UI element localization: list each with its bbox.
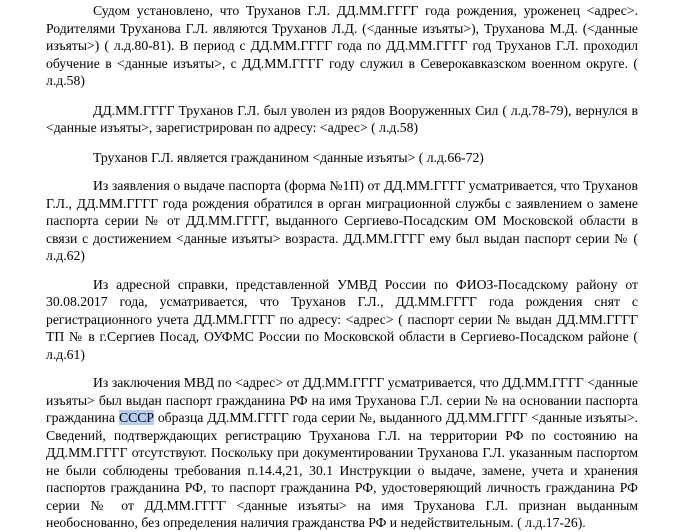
paragraph-origin: Судом установлено, что Труханов Г.Л. ДД.ММ.ГГГГ года рождения, уроженец <адрес>. Родителями Труханова Г.Л. являются Труханов Л.Д. (<данные изъяты>), Труханова М.Д. (<данные изъяты>) ( л.д.80-81). В период с ДД.ММ.ГГГГ года по ДД.ММ.ГГГГ год Труханов Г.Л. проходил обучение в <данные изъяты>, с ДД.ММ.ГГГГ году служил в Северокавказском военном округе. ( л.д.58) [46, 3, 638, 88]
paragraph-mvd-conclusion [46, 374, 638, 532]
paragraph-passport-application: Из заявления о выдаче паспорта (форма №1П) от ДД.ММ.ГГГГ усматривается, что Труханов Г.Л., ДД.ММ.ГГГГ года рождения обратился в орган миграционной службы с заявлением о замене паспорта серии № от ДД.ММ.ГГГГ, выданного Сергиево-Посадским ОМ Московской области в связи с достижением <данные изъяты> возраста. ДД.ММ.ГГГГ ему был выдан паспорт серии № ( л.д.62) [46, 178, 638, 263]
selected-text-highlight[interactable]: СССР [118, 410, 154, 425]
paragraph-citizenship: Труханов Г.Л. является гражданином <данные изъяты> ( л.д.66-72) [93, 149, 484, 165]
document-body [46, 2, 638, 532]
paragraph-address-certificate: Из адресной справки, представленной УМВД России по ФИОЗ-Посадскому району от 30.08.2017 года, усматривается, что Труханов Г.Л., ДД.ММ.ГГГГ года рождения снят с регистрационного учета ДД.ММ.ГГГГ по адресу: <адрес> ( паспорт серии № выдан ДД.ММ.ГГГГ ТП № в г.Сергиев Посад, ОУФМС России по Московской области в Сергиево-Посадском районе ( л.д.61) [46, 276, 638, 362]
conclusion-text-start: Из заключения МВД по <адрес> от ДД.ММ.ГГГГ усматривается, что ДД.ММ.ГГГГ <данные изъяты> был выдан паспорт гражданина РФ на имя Труханова Г.Л. серии № на основании паспорта гражданина [46, 375, 638, 425]
paragraph-discharge: ДД.ММ.ГГГГ Труханов Г.Л. был уволен из рядов Вооруженных Сил ( л.д.78-79), вернулся в <данные изъяты>, зарегистрирован по адресу: <адрес> ( л.д.58) [46, 102, 638, 135]
conclusion-text-end: образца ДД.ММ.ГГГГ года серии №, выданного ДД.ММ.ГГГГ <данные изъяты>. Сведений, подтверждающих регистрацию Труханова Г.Л. на территории РФ по состоянию на ДД.ММ.ГГГГ отсутствуют. Поскольку при документировании Труханова Г.Л. указанным паспортом не были соблюдены требования п.14.4,21, 30.1 Инструкции о выдаче, замене, учета и хранения паспортов гражданина РФ, то паспорт гражданина РФ, удостоверяющий личность гражданина РФ серии № от ДД.ММ.ГГГГ <данные изъяты> на имя Труханова Г.Л. признан выданным необоснованно, без определения наличия гражданства РФ и недействительным. ( л.д.17-26). [46, 410, 638, 530]
